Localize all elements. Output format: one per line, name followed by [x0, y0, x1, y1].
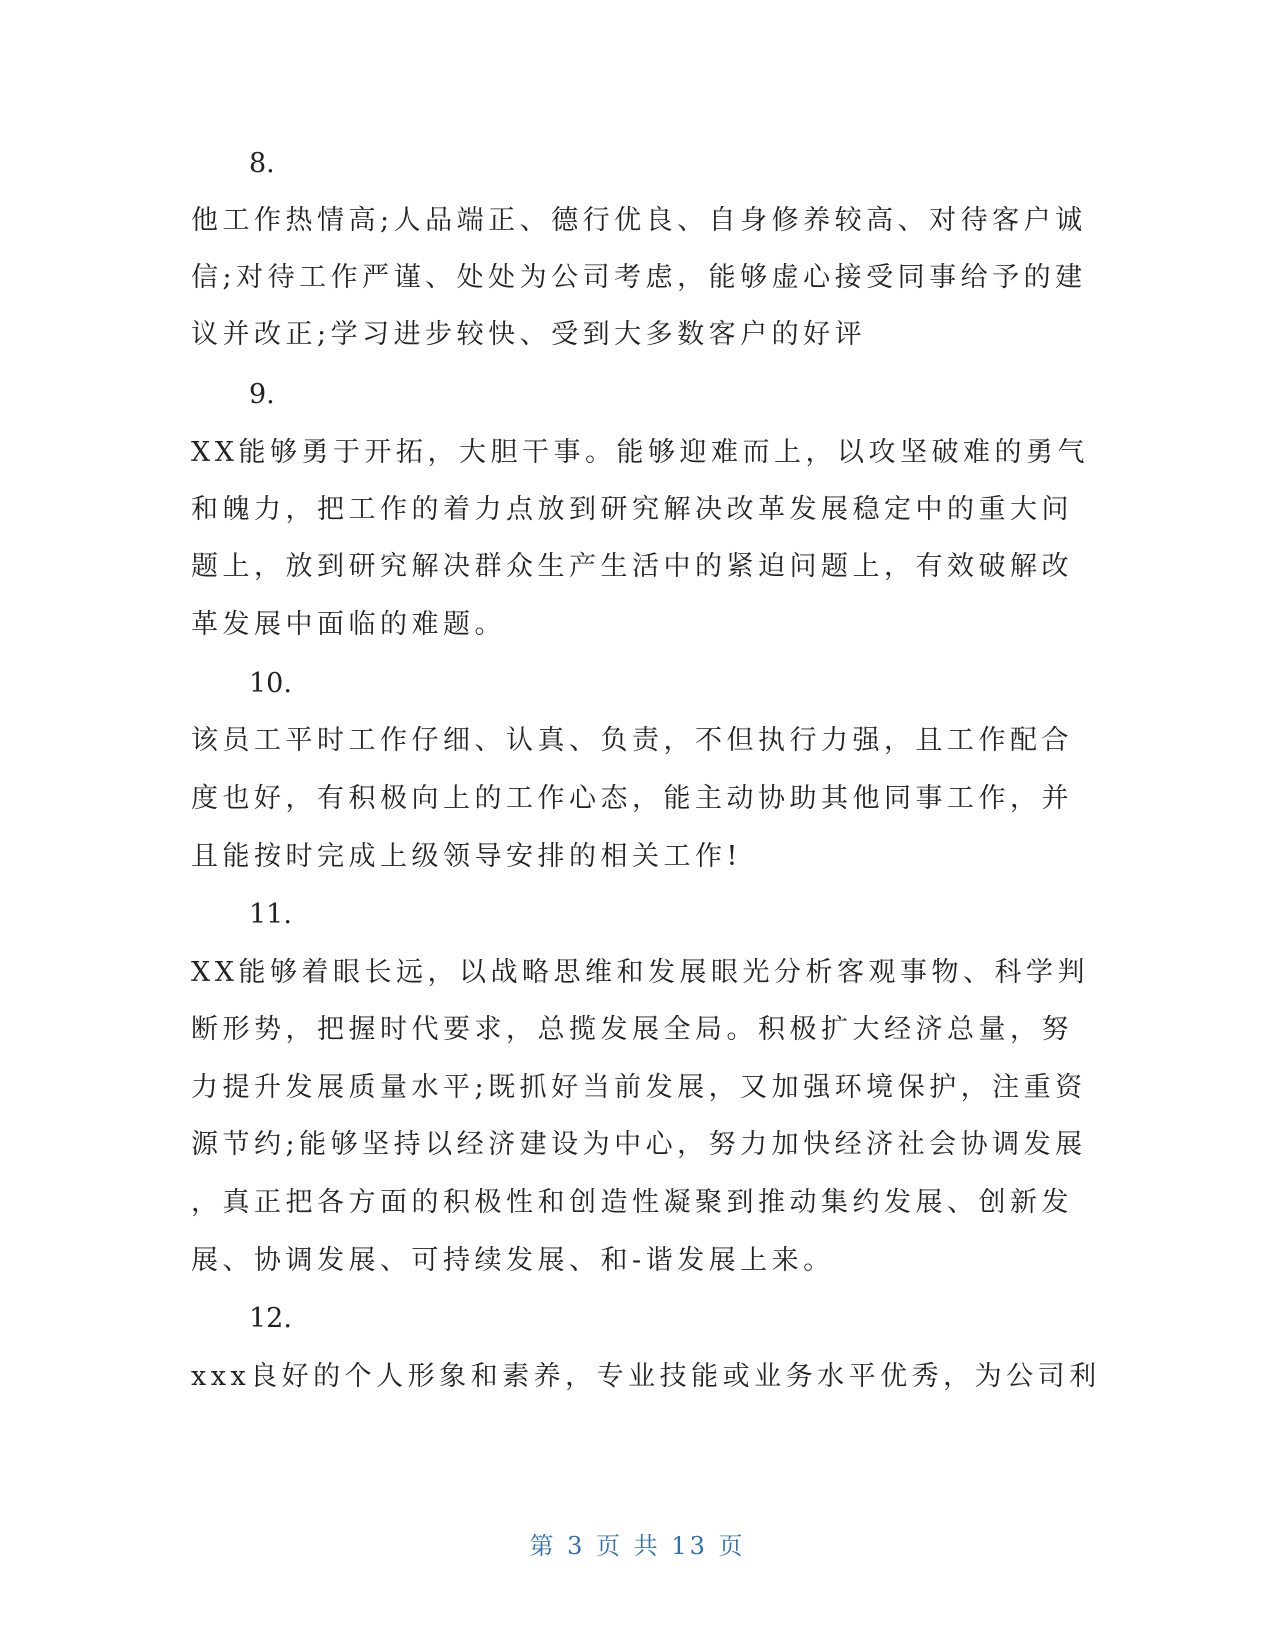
paragraph-line: 展、协调发展、可持续发展、和-谐发展上来。 [191, 1245, 835, 1276]
paragraph-line: 题上，放到研究解决群众生产生活中的紧迫问题上，有效破解改 [191, 551, 1073, 582]
paragraph-line: 他工作热情高;人品端正、德行优良、自身修养较高、对待客户诚 [191, 205, 1087, 236]
paragraph-line: ，真正把各方面的积极性和创造性凝聚到推动集约发展、创新发 [191, 1187, 1073, 1218]
item-number: 10. [249, 668, 292, 699]
paragraph-line: xxx良好的个人形象和素养，专业技能或业务水平优秀，为公司利 [191, 1361, 1101, 1392]
paragraph-line: 且能按时完成上级领导安排的相关工作! [191, 841, 742, 872]
paragraph-line: 该员工平时工作仔细、认真、负责，不但执行力强，且工作配合 [191, 725, 1073, 756]
page-footer: 第 3 页 共 13 页 [529, 1532, 746, 1560]
paragraph-line: 革发展中面临的难题。 [191, 609, 506, 640]
paragraph-line: 源节约;能够坚持以经济建设为中心，努力加快经济社会协调发展 [191, 1129, 1087, 1160]
item-number: 11. [249, 899, 292, 930]
paragraph-line: 议并改正;学习进步较快、受到大多数客户的好评 [191, 319, 867, 350]
paragraph-line: 度也好，有积极向上的工作心态，能主动协助其他同事工作，并 [191, 783, 1073, 814]
paragraph-line: 断形势，把握时代要求，总揽发展全局。积极扩大经济总量，努 [191, 1014, 1073, 1045]
item-number: 9. [249, 379, 275, 410]
paragraph-line: XX能够着眼长远，以战略思维和发展眼光分析客观事物、科学判 [191, 957, 1089, 988]
paragraph-line: 和魄力，把工作的着力点放到研究解决改革发展稳定中的重大问 [191, 494, 1073, 525]
item-number: 8. [249, 148, 275, 179]
item-number: 12. [249, 1303, 292, 1334]
paragraph-line: XX能够勇于开拓，大胆干事。能够迎难而上，以攻坚破难的勇气 [191, 437, 1089, 468]
paragraph-line: 力提升发展质量水平;既抓好当前发展，又加强环境保护，注重资 [191, 1072, 1087, 1103]
paragraph-line: 信;对待工作严谨、处处为公司考虑，能够虚心接受同事给予的建 [191, 262, 1087, 293]
